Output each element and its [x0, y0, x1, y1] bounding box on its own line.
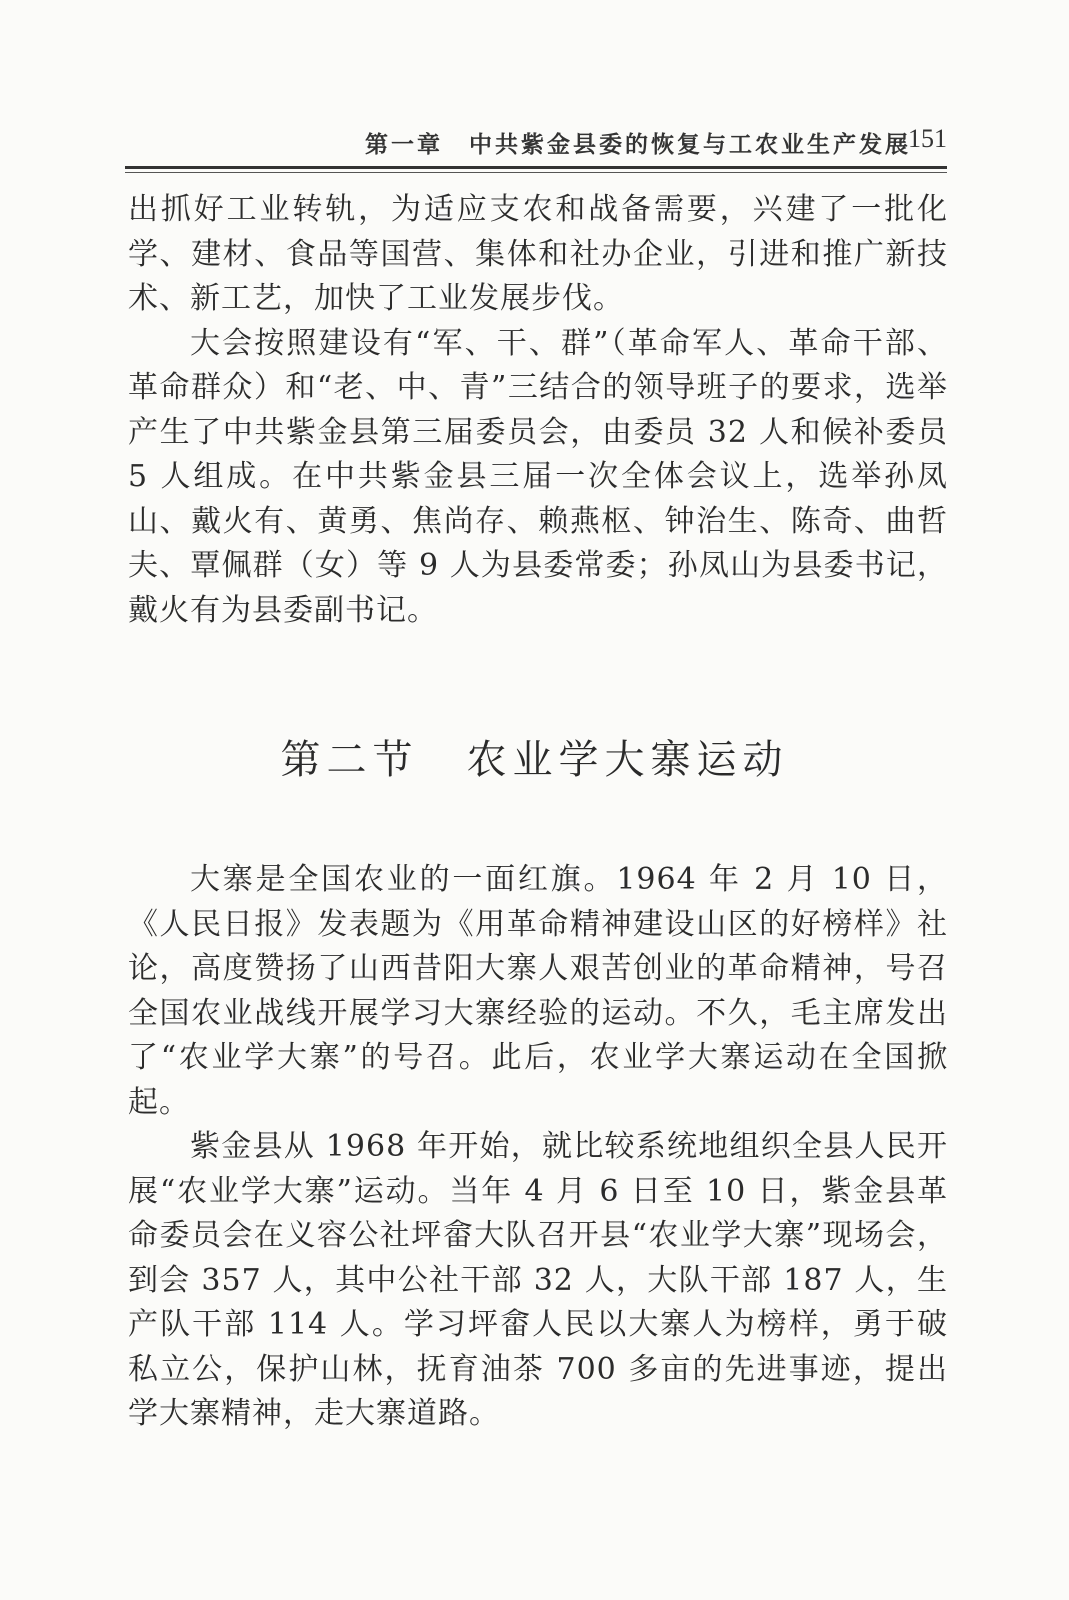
- paragraph: 紫金县从 1968 年开始，就比较系统地组织全县人民开展“农业学大寨”运动。当年 4 月 6 日至 10 日，紫金县革命委员会在义容公社坪畲大队召开县“农业学大寨”现场会，到会 357 人，其中公社干部 32 人，大队干部 187 人，生产队干部 114 人。学习坪畲人民以大寨人为榜样，勇于破私立公，保护山林，抚育油茶 700 多亩的先进事迹，提出学大寨精神，走大寨道路。: [128, 1129, 948, 1431]
- header-chapter-title: 中共紫金县委的恢复与工农业生产发展: [469, 132, 911, 158]
- section-heading: [0, 728, 1069, 785]
- header-chapter-line: [365, 126, 911, 159]
- running-header: [125, 124, 947, 160]
- body-text-bottom: [128, 858, 948, 1437]
- header-rule-thin: [125, 172, 947, 173]
- body-text-top: [128, 188, 948, 633]
- header-chapter: 第一章: [365, 132, 443, 158]
- section-number: 第二节: [280, 737, 419, 783]
- paragraph: 出抓好工业转轨，为适应支农和战备需要，兴建了一批化学、建材、食品等国营、集体和社办企业，引进和推广新技术、新工艺，加快了工业发展步伐。: [128, 192, 948, 316]
- paragraph: 大会按照建设有“军、干、群”（革命军人、革命干部、革命群众）和“老、中、青”三结合的领导班子的要求，选举产生了中共紫金县第三届委员会，由委员 32 人和候补委员 5 人组成。在中共紫金县三届一次全体会议上，选举孙凤山、戴火有、黄勇、焦尚存、赖燕枢、钟治生、陈奇、曲哲夫、覃佩群（女）等 9 人为县委常委；孙凤山为县委书记，戴火有为县委副书记。: [128, 325, 948, 628]
- page-number: 151: [908, 124, 947, 153]
- paragraph: 大寨是全国农业的一面红旗。1964 年 2 月 10 日，《人民日报》发表题为《用革命精神建设山区的好榜样》社论，高度赞扬了山西昔阳大寨人艰苦创业的革命精神，号召全国农业战线开展学习大寨经验的运动。不久，毛主席发出了“农业学大寨”的号召。此后，农业学大寨运动在全国掀起。: [128, 862, 948, 1120]
- section-title: 农业学大寨运动: [466, 737, 789, 783]
- header-rule-thick: [125, 166, 947, 169]
